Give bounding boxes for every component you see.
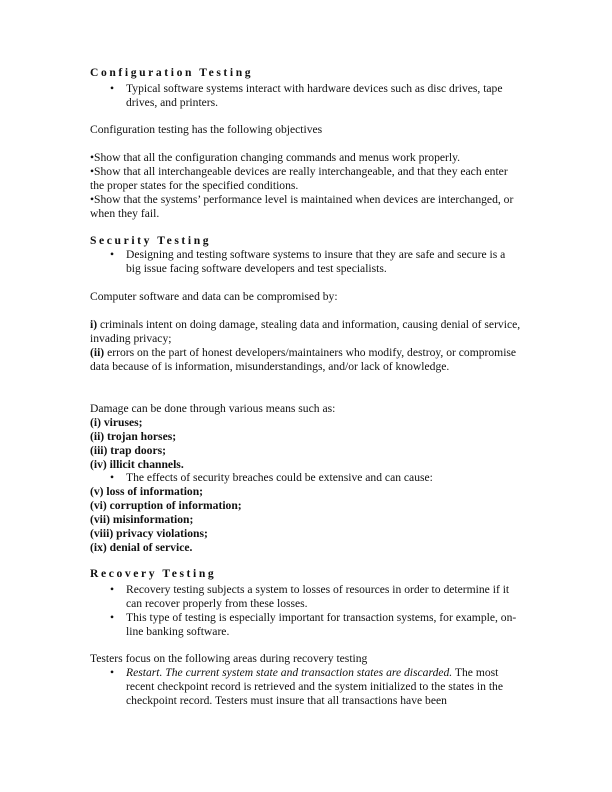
effect-item: (v) loss of information; — [90, 485, 204, 498]
recovery-bullet-1: Recovery testing subjects a system to losses of resources in order to determine if it can recover properly from these losses. — [126, 583, 510, 610]
recovery-restart-bullet — [126, 666, 522, 708]
means-item: (iii) trap doors; — [90, 444, 166, 457]
config-intro: Configuration testing has the following objectives — [90, 123, 323, 136]
security-item-1 — [90, 318, 522, 346]
config-objective-3: •Show that the systems’ performance level is maintained when devices are interchanged, or when they fail. — [90, 193, 514, 220]
security-intro: Computer software and data can be compromised by: — [90, 290, 338, 303]
recovery-heading: Recovery Testing — [90, 567, 217, 580]
security-item-2 — [90, 346, 522, 374]
bullet-marker: • — [110, 471, 115, 484]
effect-item: (ix) denial of service. — [90, 541, 193, 554]
damage-intro: Damage can be done through various means such as: — [90, 402, 336, 415]
item-label: (ii) — [90, 346, 105, 359]
restart-text: The most recent checkpoint record is retrieved and the system initialized to the states in the checkpoint record. Testers must insure that all transactions have been — [126, 666, 503, 707]
means-item: (iv) illicit channels. — [90, 458, 184, 471]
config-objective-1: •Show that all the configuration changing commands and menus work properly. — [90, 151, 461, 164]
item-text: errors on the part of honest developers/maintainers who modify, destroy, or compromise data because of is information, misunderstandings, and/or lack of knowledge. — [90, 346, 517, 373]
bullet-marker: • — [110, 611, 115, 624]
effect-item: (vi) corruption of information; — [90, 499, 242, 512]
item-text: criminals intent on doing damage, stealing data and information, causing denial of service, invading privacy; — [90, 318, 521, 345]
means-item: (i) viruses; — [90, 416, 143, 429]
security-heading: Security Testing — [90, 234, 212, 247]
bullet-marker: • — [110, 583, 115, 596]
effect-item: (vii) misinformation; — [90, 513, 194, 526]
bullet-marker: • — [110, 82, 115, 95]
means-item: (ii) trojan horses; — [90, 430, 177, 443]
config-heading: Configuration Testing — [90, 66, 254, 79]
recovery-bullet-2: This type of testing is especially important for transaction systems, for example, on-line banking software. — [126, 611, 517, 638]
config-bullet-1: Typical software systems interact with hardware devices such as disc drives, tape drives, and printers. — [126, 82, 503, 109]
effects-bullet: The effects of security breaches could be extensive and can cause: — [126, 471, 433, 484]
recovery-intro: Testers focus on the following areas during recovery testing — [90, 652, 368, 665]
item-label: i) — [90, 318, 98, 331]
bullet-marker: • — [110, 666, 115, 679]
effect-item: (viii) privacy violations; — [90, 527, 208, 540]
config-objective-2: •Show that all interchangeable devices are really interchangeable, and that they each enter the proper states for the specified conditions. — [90, 165, 508, 192]
restart-italic: Restart. The current system state and transaction states are discarded. — [126, 666, 453, 679]
bullet-marker: • — [110, 248, 115, 261]
security-bullet-1: Designing and testing software systems to insure that they are safe and secure is a big issue facing software developers and test specialists. — [126, 248, 506, 275]
